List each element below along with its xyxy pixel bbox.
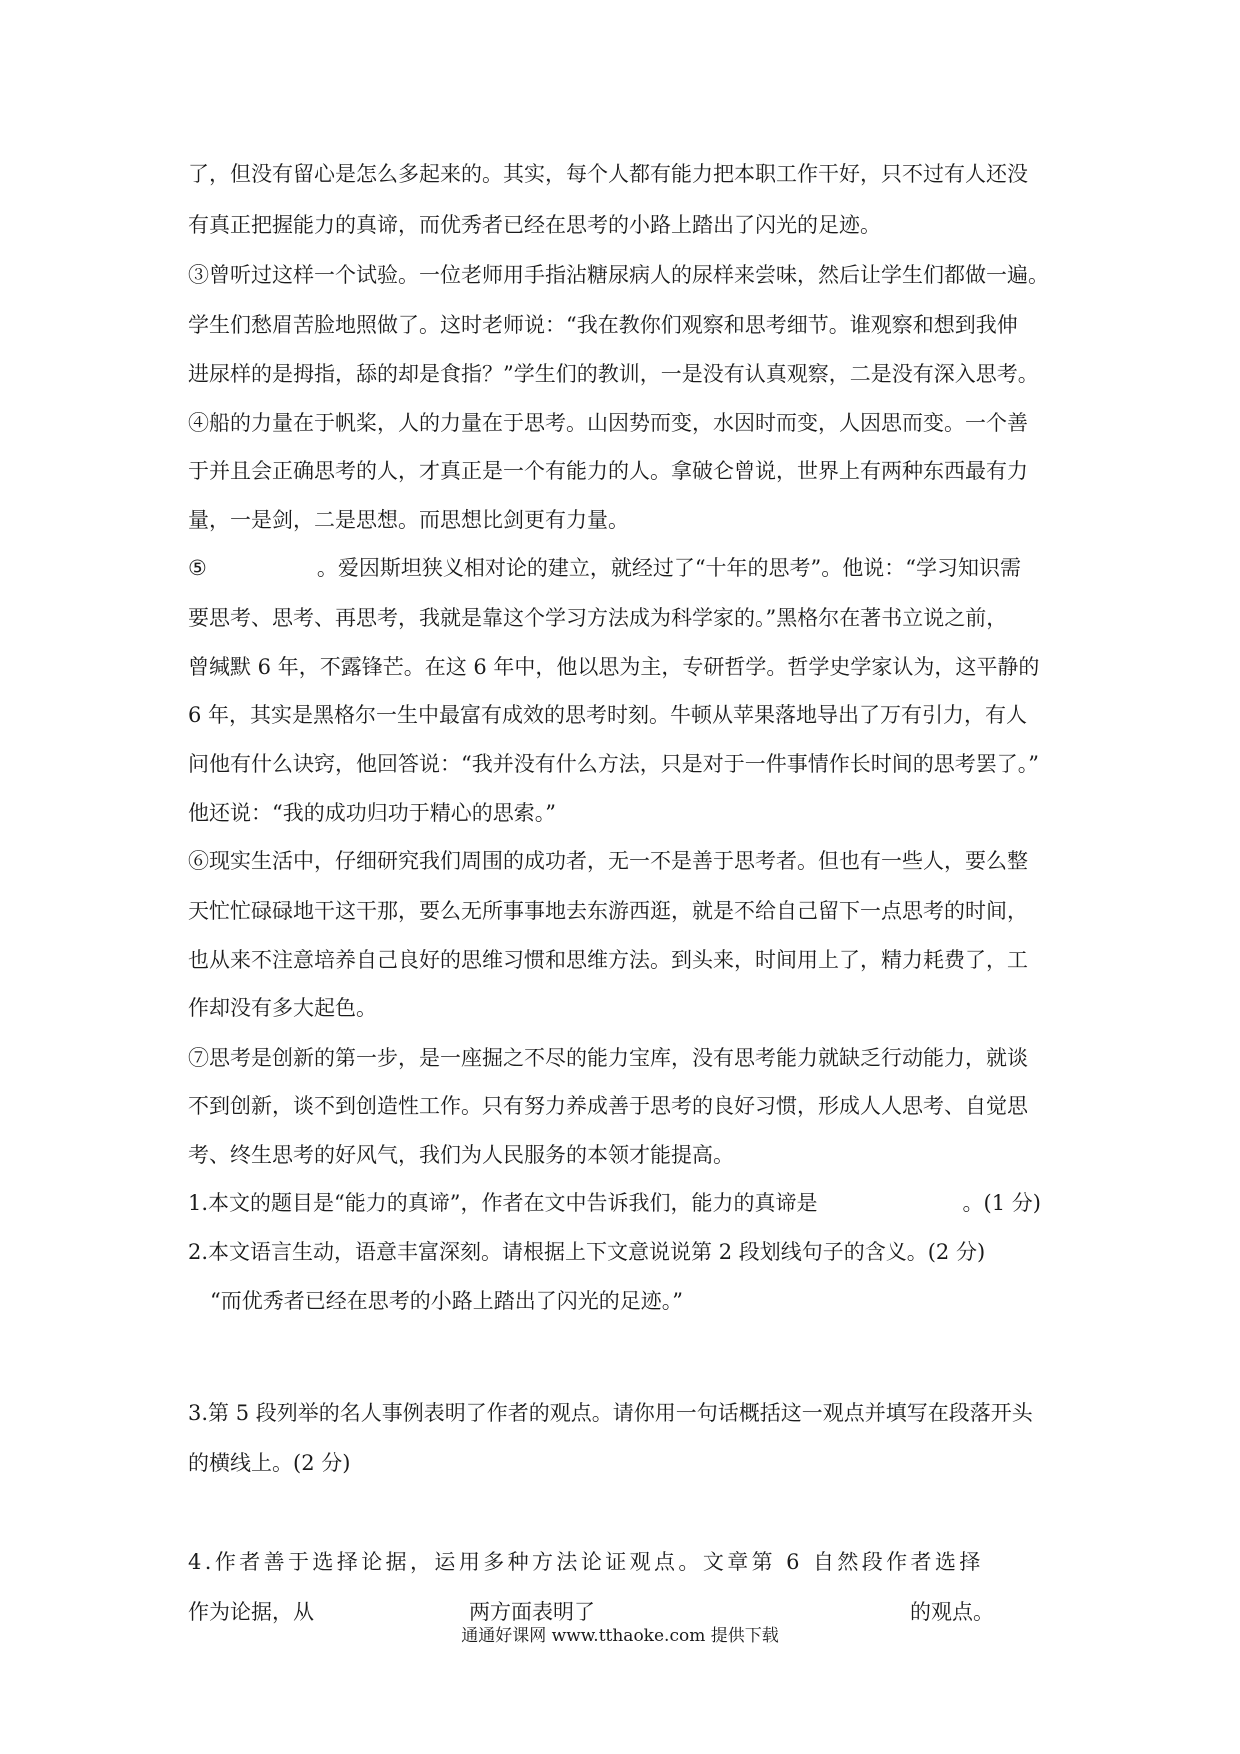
p7-line-2: 不到创新，谈不到创造性工作。只有努力养成善于思考的良好习惯，形成人人思考、自觉思: [188, 1094, 1028, 1118]
p5-number: ⑤: [188, 556, 207, 580]
p6-line-1: ⑥现实生活中，仔细研究我们周围的成功者，无一不是善于思考者。但也有一些人，要么整: [188, 849, 1028, 873]
question-4-text-c: 的观点。: [910, 1600, 994, 1624]
question-4-text-b: 两方面表明了: [469, 1600, 595, 1624]
p3-line-2: 学生们愁眉苦脸地照做了。这时老师说：“我在教你们观察和思考细节。谁观察和想到我伸: [188, 313, 1018, 337]
p5-line-1: [188, 553, 1056, 583]
p5-line-6: 他还说：“我的成功归功于精心的思索。”: [188, 801, 556, 825]
p2-line-2: 有真正把握能力的真谛，而优秀者已经在思考的小路上踏出了闪光的足迹。: [188, 213, 881, 237]
p6-line-4: 作却没有多大起色。: [188, 996, 377, 1020]
p7-line-3: 考、终生思考的好风气，我们为人民服务的本领才能提高。: [188, 1143, 734, 1167]
p2-line-1: 了，但没有留心是怎么多起来的。其实，每个人都有能力把本职工作干好，只不过有人还没: [188, 162, 1028, 186]
p6-line-2: 天忙忙碌碌地干这干那，要么无所事事地去东游西逛，就是不给自己留下一点思考的时间，: [188, 899, 1028, 923]
p6-line-3: 也从来不注意培养自己良好的思维习惯和思维方法。到头来，时间用上了，精力耗费了，工: [188, 948, 1028, 972]
question-4-text-a: 作为论据，从: [188, 1600, 314, 1624]
question-1-score: 。(1 分): [962, 1191, 1041, 1215]
question-1: [188, 1188, 1056, 1218]
question-3-line-1: 3.第 5 段列举的名人事例表明了作者的观点。请你用一句话概括这一观点并填写在段落开头: [188, 1401, 1033, 1425]
download-footer: 通通好课网 www.tthaoke.com 提供下载: [461, 1626, 779, 1646]
question-2: 2.本文语言生动，语意丰富深刻。请根据上下文意说说第 2 段划线句子的含义。(2 分): [188, 1240, 986, 1264]
p4-line-2: 于并且会正确思考的人，才真正是一个有能力的人。拿破仑曾说，世界上有两种东西最有力: [188, 459, 1028, 483]
question-4-line-1: 4.作者善于选择论据，运用多种方法论证观点。文章第 6 自然段作者选择: [188, 1550, 984, 1574]
p5-line-3: 曾缄默 6 年，不露锋芒。在这 6 年中，他以思为主，专研哲学。哲学史学家认为，这平静的: [188, 655, 1040, 679]
p5-line-4: 6 年，其实是黑格尔一生中最富有成效的思考时刻。牛顿从苹果落地导出了万有引力，有人: [188, 703, 1028, 727]
p5-line-5: 问他有什么诀窍，他回答说：“我并没有什么方法，只是对于一件事情作长时间的思考罢了。”: [188, 752, 1039, 776]
question-4-line-2: [188, 1597, 1056, 1627]
question-3-line-2: 的横线上。(2 分): [188, 1451, 351, 1475]
p4-line-1: ④船的力量在于帆桨，人的力量在于思考。山因势而变，水因时而变，人因思而变。一个善: [188, 411, 1028, 435]
p5-first-line-text: 。爱因斯坦狭义相对论的建立，就经过了“十年的思考”。他说：“学习知识需: [316, 556, 1022, 580]
p3-line-1: ③曾听过这样一个试验。一位老师用手指沾糖尿病人的尿样来尝味，然后让学生们都做一遍。: [188, 263, 1049, 287]
p4-line-3: 量，一是剑，二是思想。而思想比剑更有力量。: [188, 508, 629, 532]
p7-line-1: ⑦思考是创新的第一步，是一座掘之不尽的能力宝库，没有思考能力就缺乏行动能力，就谈: [188, 1046, 1028, 1070]
p3-line-3: 进尿样的是拇指，舔的却是食指？”学生们的教训，一是没有认真观察，二是没有深入思考。: [188, 362, 1039, 386]
question-1-text: 1.本文的题目是“能力的真谛”，作者在文中告诉我们，能力的真谛是: [188, 1191, 818, 1215]
p5-line-2: 要思考、思考、再思考，我就是靠这个学习方法成为科学家的。”黑格尔在著书立说之前，: [188, 606, 1008, 630]
question-2-quote: “而优秀者已经在思考的小路上踏出了闪光的足迹。”: [210, 1289, 683, 1313]
